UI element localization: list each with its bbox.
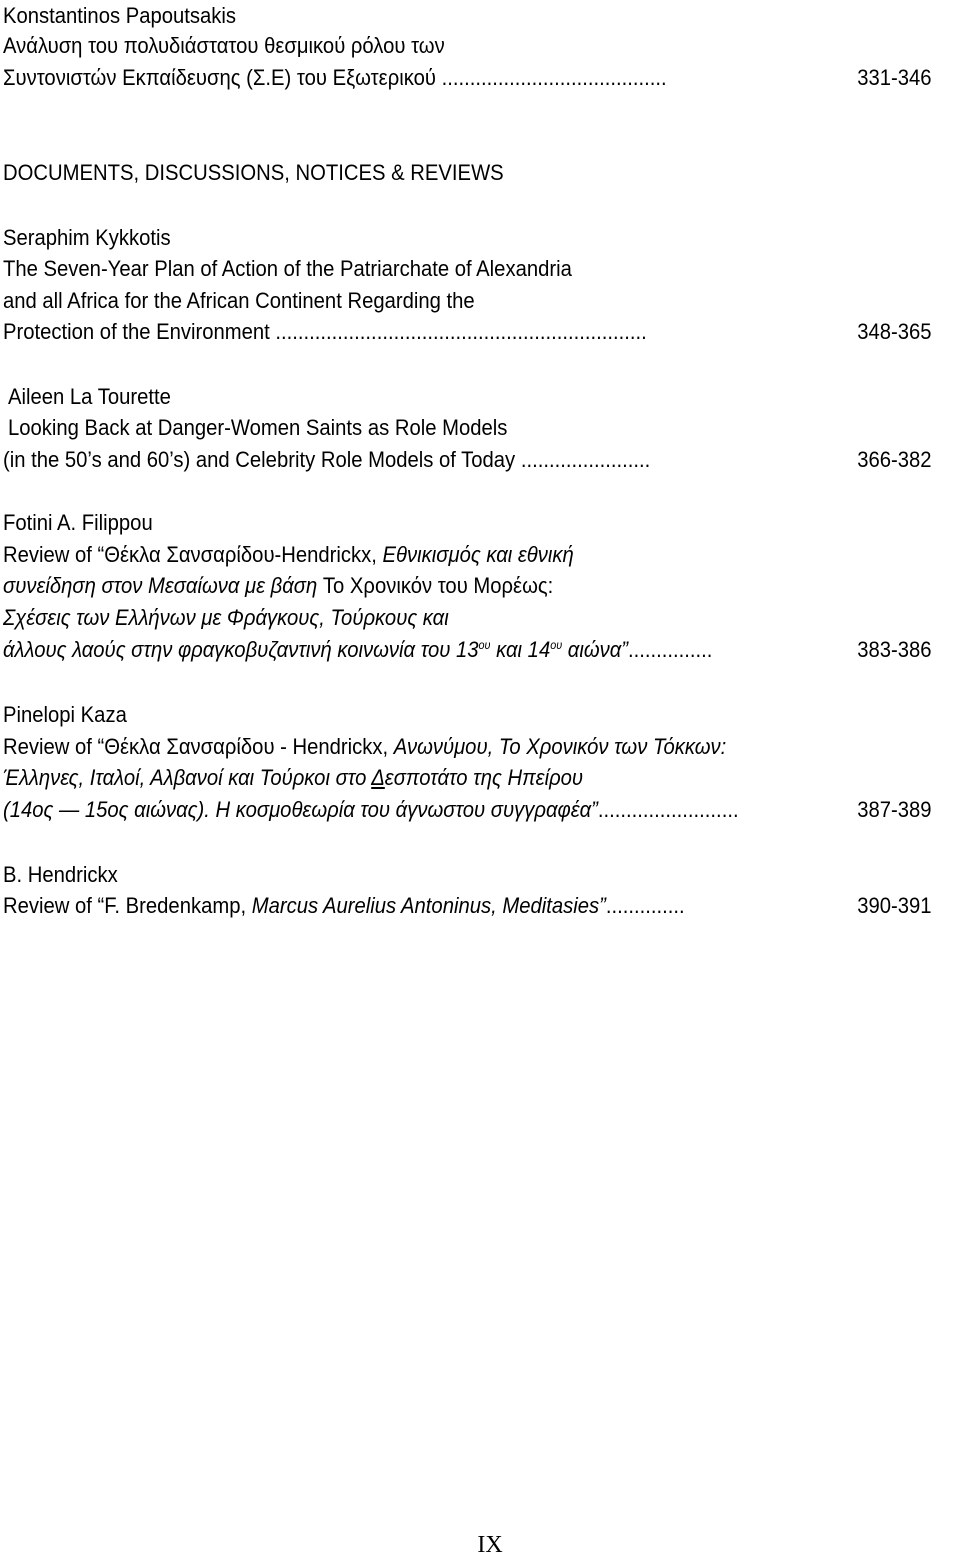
entry-author: B. Hendrickx xyxy=(3,862,118,887)
book-title-text: Έλληνες, Ιταλοί, Αλβανοί και Τούρκοι στο xyxy=(3,765,372,790)
page-range: 390-391 xyxy=(857,893,932,918)
entry-author: Pinelopi Kaza xyxy=(3,702,127,727)
page-range: 348-365 xyxy=(857,319,932,344)
entry-title-text: Συντονιστών Εκπαίδευσης (Σ.Ε) του Εξωτερικού xyxy=(3,65,436,90)
entry-title-line xyxy=(3,731,726,763)
dot-leader: ............... xyxy=(628,637,713,662)
page-number: IX xyxy=(477,1532,503,1558)
entry-title-line xyxy=(3,794,739,826)
em-dash: ― xyxy=(59,797,80,822)
book-title-text: άλλους λαούς στην φραγκοβυζαντινή κοινωνία του 13 xyxy=(3,637,479,662)
page-range: 331-346 xyxy=(857,65,932,90)
page-range: 383-386 xyxy=(857,637,932,662)
entry-title-text: (in the 50’s and 60’s) and Celebrity Role Models of Today xyxy=(3,447,516,472)
entry-title-line xyxy=(3,316,647,348)
entry-title-line: The Seven-Year Plan of Action of the Patriarchate of Alexandria xyxy=(3,256,572,281)
book-title-text: 15ος αιώνας). Η κοσμοθεωρία του άγνωστου συγγραφέα” xyxy=(79,797,598,822)
entry-title-line xyxy=(3,539,574,571)
book-title-text: και 14 xyxy=(490,637,551,662)
book-title-text: Το Χρονικόν του Μορέως: xyxy=(322,573,554,598)
dot-leader: .............. xyxy=(605,893,685,918)
review-of-text: Review of “Θέκλα Σανσαρίδου - Hendrickx, xyxy=(3,734,394,759)
superscript: ου xyxy=(550,638,563,652)
entry-author: Aileen La Tourette xyxy=(8,384,171,409)
entry-title-text: Protection of the Environment xyxy=(3,319,270,344)
entry-title-line: Looking Back at Danger-Women Saints as Role Models xyxy=(8,415,508,440)
entry-author: Fotini A. Filippou xyxy=(3,510,153,535)
entry-title-line xyxy=(3,444,650,476)
entry-title-line: Σχέσεις των Ελλήνων με Φράγκους, Τούρκους και xyxy=(3,605,449,630)
superscript: ου xyxy=(478,638,491,652)
underlined-letter: Δ xyxy=(371,765,385,790)
review-of-text: Review of “F. Bredenkamp, xyxy=(3,893,252,918)
book-title-text: συνείδηση στον Μεσαίωνα με βάση xyxy=(3,573,323,598)
book-title-text: εσποτάτο της Ηπείρου xyxy=(384,765,584,790)
entry-title-line xyxy=(3,570,553,602)
book-title-text: (14ος xyxy=(3,797,60,822)
entry-title-line xyxy=(3,890,685,922)
review-of-text: Review of “Θέκλα Σανσαρίδου-Hendrickx, xyxy=(3,542,383,567)
entry-title-line: Ανάλυση του πολυδιάστατου θεσμικού ρόλου των xyxy=(3,33,445,58)
book-title-text: αιώνα” xyxy=(562,637,629,662)
book-title-text: Marcus Aurelius Antoninus, Meditasies” xyxy=(251,893,606,918)
entry-author: Konstantinos Papoutsakis xyxy=(3,3,237,28)
dot-leader: ........................................ xyxy=(441,65,667,90)
entry-title-line xyxy=(3,762,583,794)
entry-title-line xyxy=(3,634,712,666)
book-title-text: Εθνικισμός και εθνική xyxy=(382,542,574,567)
section-heading: DOCUMENTS, DISCUSSIONS, NOTICES & REVIEWS xyxy=(3,160,504,185)
entry-author: Seraphim Kykkotis xyxy=(3,225,171,250)
page-range: 387-389 xyxy=(857,797,932,822)
entry-title-line xyxy=(3,62,667,94)
entry-title-line: and all Africa for the African Continent Regarding the xyxy=(3,288,475,313)
dot-leader: ......................... xyxy=(597,797,739,822)
dot-leader: .................................................................. xyxy=(275,319,647,344)
dot-leader: ....................... xyxy=(520,447,651,472)
page-range: 366-382 xyxy=(857,447,932,472)
book-title-text: Ανωνύμου, Το Χρονικόν των Τόκκων: xyxy=(393,734,727,759)
